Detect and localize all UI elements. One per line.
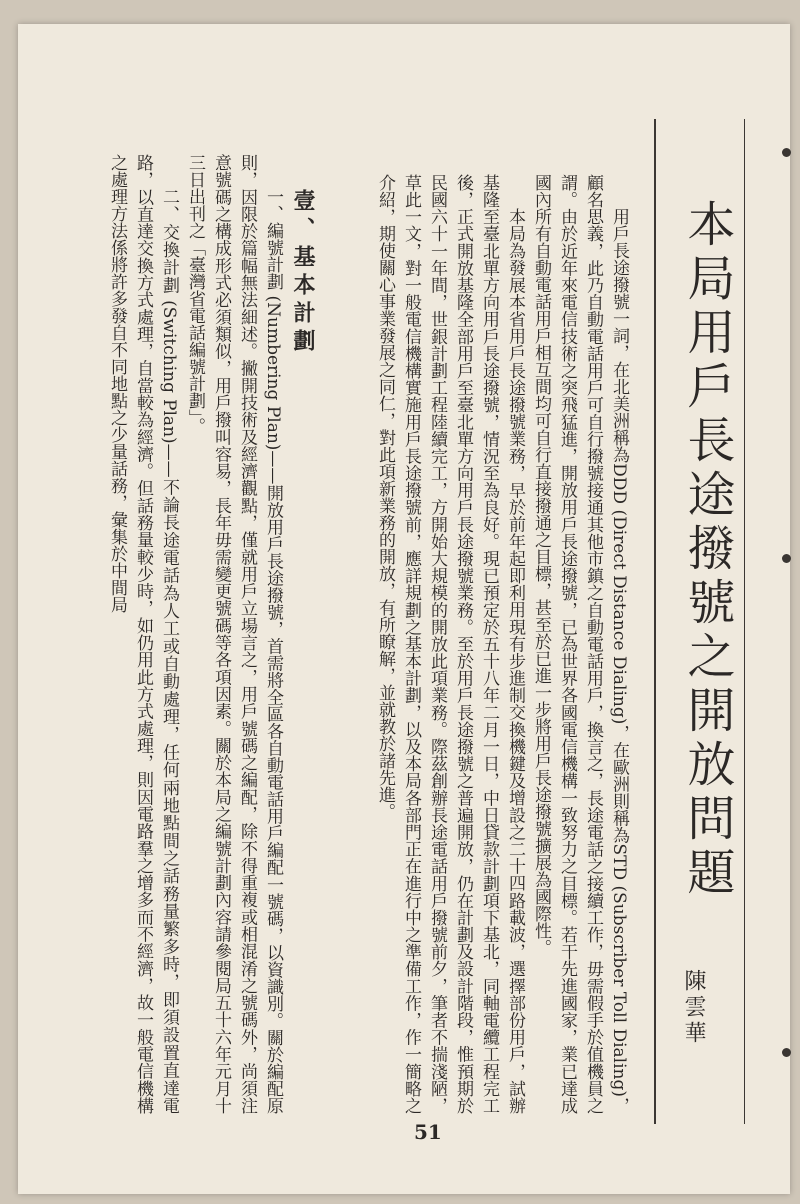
divider-rule	[654, 119, 656, 1124]
author-name: 陳雲華	[681, 969, 706, 1047]
article-title: 本局用戶長途撥號之開放問題	[679, 199, 735, 901]
divider-rule	[744, 119, 745, 1124]
page-number: 51	[414, 1120, 442, 1144]
section-text	[106, 154, 286, 1114]
paragraph: 本局為發展本省用戶長途撥號業務，早於前年起即利用現有步進制交換機鍵及增設之二十四路載波，選擇部份用戶，試辦基隆至臺北單方向用戶長途撥號，情況至為良好。現已預定於五十八年二月一日，中日貸款計劃項下基北，同軸電纜工程完工後，正式開放基隆全部用戶至臺北單方向用戶長途撥號業務。至於用戶長途撥號之普遍開放，仍在計劃及設計階段，惟預期於民國六十一年間，世銀計劃工程陸續完工，方開始大規模的開放此項業務。際茲創辦長途電話用戶撥號前夕，筆者不揣淺陋，草此一文，對一般電信機構實施用戶長途撥號前，應詳規劃之基本計劃，以及本局各部門正在進行中之準備工作，作一簡略之介紹，期使關心事業發展之同仁，對此項新業務的開放，有所瞭解，並就教於諸先進。	[375, 174, 525, 1114]
intro-text	[312, 174, 632, 1114]
document-page	[18, 24, 790, 1194]
binder-hole	[782, 148, 791, 157]
paragraph: 一、編號計劃 (Numbering Plan)——開放用戶長途撥號，首需將全區各自動電話用戶編配一號碼，以資識別。關於編配原則，因限於篇幅無法細述。撇開技術及經濟觀點，僅就用戶立場言之，用戶號碼之編配，除不得重複或相混淆之號碼外，尚須注意號碼之構成形式必須類似，用戶撥叫容易，長年毋需變更號碼等各項因素。關於本局之編號計劃內容請參閱局五十六年元月十三日出刊之「臺灣省電話編號計劃」。	[185, 154, 283, 1114]
paragraph: 用戶長途撥號一詞，在北美洲稱為DDD (Direct Distance Dialing)，在歐洲則稱為STD (Subscriber Toll Dialing)，顧名思義，此乃自動電話用戶可自行撥號接通其他市鎮之自動電話用戶，換言之，長途電話之接續工作，毋需假手於值機員之謂。由於近年來電信技術之突飛猛進，開放用戶長途撥號，已為世界各國電信機構一致努力之目標。若干先進國家，業已達成國內所有自動電話用戶相互間均可自行直接撥通之目標，甚至於已進一步將用戶長途撥號擴展為國際性。	[531, 174, 629, 1114]
section-heading: 壹、基本計劃	[290, 189, 316, 357]
binder-hole	[782, 554, 791, 563]
binder-hole	[782, 1048, 791, 1057]
paragraph: 二、交換計劃 (Switching Plan)——不論長途電話為人工或自動處理，任何兩地點間之話務量繁多時，即須設置直達電路，以直達交換方式處理，自當較為經濟。但話務量較少時，如仍用此方式處理，則因電路羣之增多而不經濟，故一般電信機構之處理方法係將許多發自不同地點之少量話務，彙集於中間局	[107, 154, 179, 1114]
